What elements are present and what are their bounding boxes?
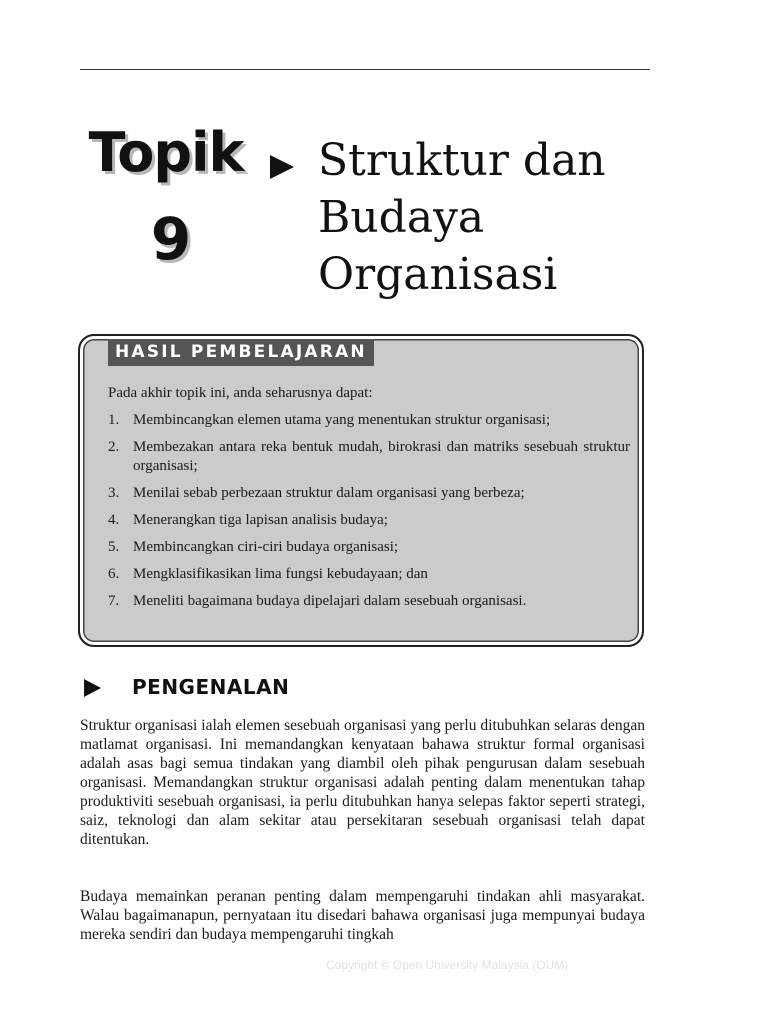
topic-number: 9 [150, 205, 192, 273]
list-item-number: 3. [108, 485, 120, 501]
list-item [108, 511, 630, 530]
list-item-text: Membincangkan ciri-ciri budaya organisasi; [133, 539, 399, 555]
list-item-text: Mengklasifikasikan lima fungsi kebudayaan; dan [133, 566, 428, 582]
list-item [108, 592, 630, 611]
chapter-title-line: Budaya [318, 192, 485, 243]
chapter-title [318, 132, 648, 303]
list-item-number: 6. [108, 566, 120, 582]
list-item [108, 538, 630, 557]
learning-outcomes-list [108, 411, 630, 619]
list-item [108, 484, 630, 503]
chapter-title-line: Organisasi [318, 249, 558, 300]
play-arrow-icon [84, 679, 101, 697]
header-rule [80, 69, 650, 70]
list-item [108, 438, 630, 476]
copyright-watermark: Copyright © Open University Malaysia (OUM) [326, 958, 569, 972]
list-item [108, 411, 630, 430]
list-item-text: Membincangkan elemen utama yang menentukan struktur organisasi; [133, 412, 551, 428]
list-item-text: Membezakan antara reka bentuk mudah, birokrasi dan matriks sesebuah struktur organisasi; [133, 439, 630, 474]
section-heading: PENGENALAN [132, 675, 290, 699]
list-item-number: 4. [108, 512, 120, 528]
list-item-number: 7. [108, 593, 120, 609]
body-paragraph: Struktur organisasi ialah elemen sesebuah organisasi yang perlu ditubuhkan selaras dengan matlamat organisasi. Ini memandangkan kenyataan bahawa struktur formal organisasi adalah asas bagi semua tindakan yang diambil oleh pihak pengurusan dalam sesebuah organisasi. Memandangkan struktur organisasi adalah penting dalam menentukan tahap produktiviti sesebuah organisasi, ia perlu ditubuhkan hanya selepas faktor seperti strategi, saiz, teknologi dan alam sekitar atau persekitaran sesebuah organisasi telah dapat ditentukan. [80, 717, 645, 848]
topic-label: Topik [88, 121, 244, 184]
learning-outcomes-intro: Pada akhir topik ini, anda seharusnya dapat: [108, 385, 373, 401]
list-item-number: 5. [108, 539, 120, 555]
learning-outcomes-heading: HASIL PEMBELAJARAN [108, 339, 374, 366]
body-paragraph: Budaya memainkan peranan penting dalam mempengaruhi tindakan ahli masyarakat. Walau bagaimanapun, pernyataan itu disedari bahawa organisasi juga mempunyai budaya mereka sendiri dan budaya mempengaruhi tingkah [80, 888, 645, 943]
list-item [108, 565, 630, 584]
chapter-title-line: Struktur dan [318, 135, 606, 186]
list-item-text: Menerangkan tiga lapisan analisis budaya; [133, 512, 388, 528]
list-item-number: 2. [108, 439, 120, 455]
list-item-number: 1. [108, 412, 120, 428]
play-arrow-icon [270, 155, 294, 179]
list-item-text: Meneliti bagaimana budaya dipelajari dalam sesebuah organisasi. [133, 593, 527, 609]
list-item-text: Menilai sebab perbezaan struktur dalam organisasi yang berbeza; [133, 485, 525, 501]
